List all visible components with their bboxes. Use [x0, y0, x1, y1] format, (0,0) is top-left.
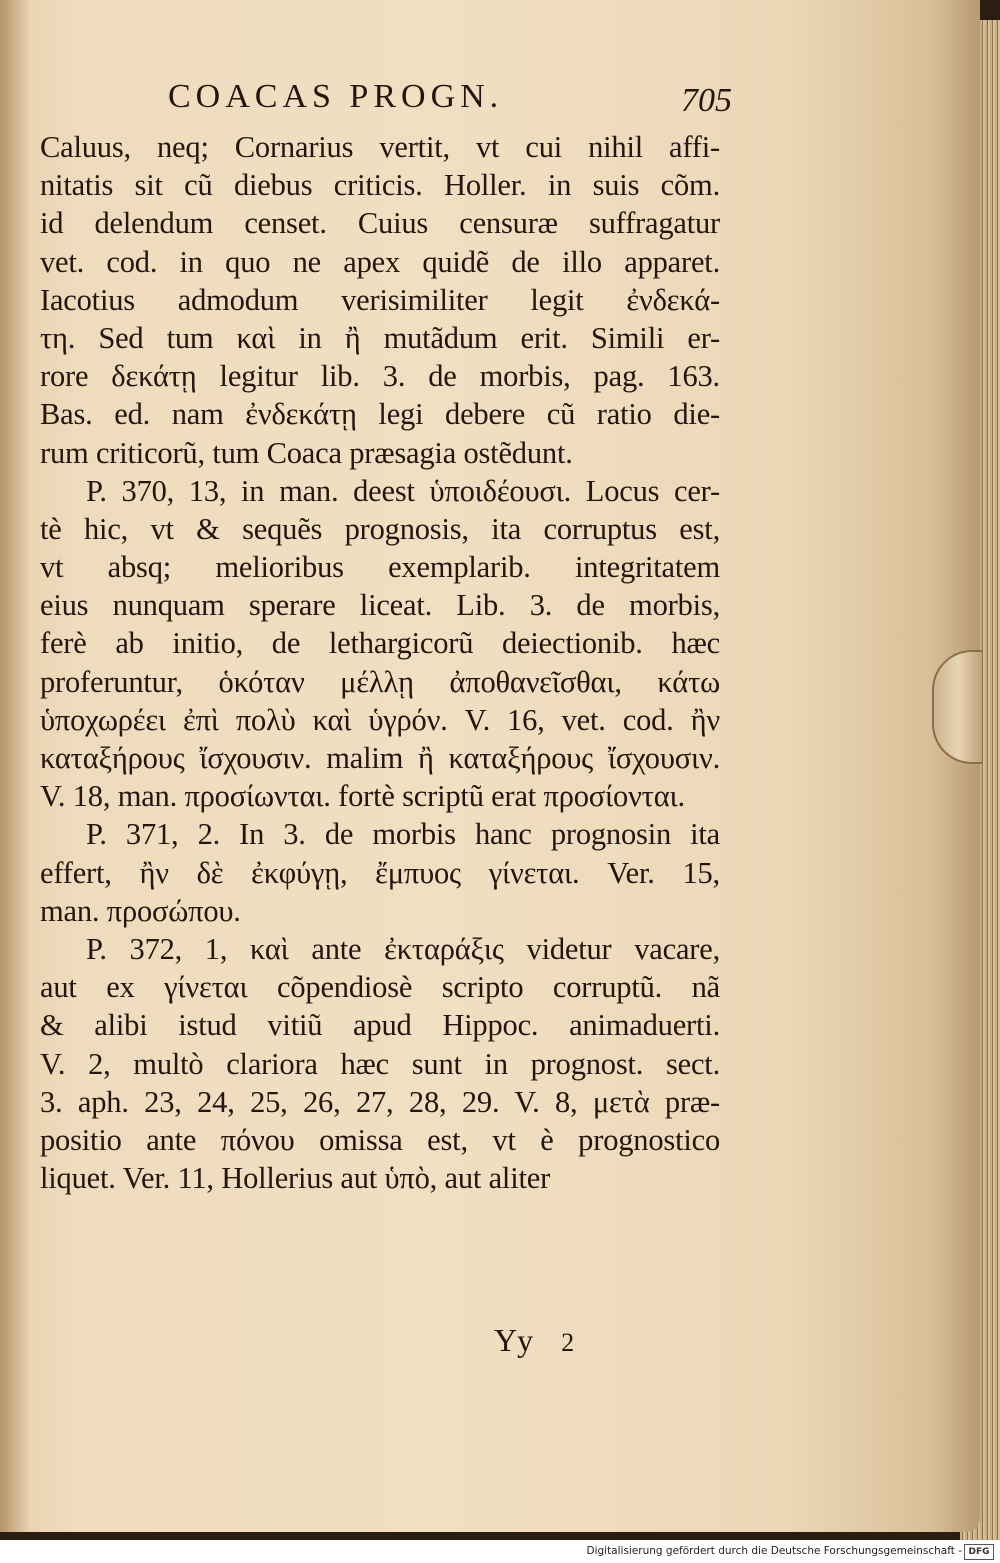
text-line: positio ante πόνου omissa est, vt è prognostico [40, 1122, 720, 1157]
text-line: V. 2, multò clariora hæc sunt in prognost. sect. [40, 1046, 720, 1081]
text-line: 3. aph. 23, 24, 25, 26, 27, 28, 29. V. 8, μετὰ præ- [40, 1084, 720, 1119]
text-line: rore δεκάτῃ legitur lib. 3. de morbis, pag. 163. [40, 359, 720, 394]
text-line: ὑποχωρέει ἐπὶ πολὺ καὶ ὑγρόν. V. 16, vet. cod. ἢν [40, 702, 720, 737]
text-line: Iacotius admodum verisimiliter legit ἐνδεκά- [40, 282, 720, 317]
text-line: liquet. Ver. 11, Hollerius aut ὑπὸ, aut aliter [40, 1161, 551, 1196]
text-line: ferè ab initio, de lethargicorũ deiectionib. hæc [40, 626, 720, 661]
text-line: Caluus, neq; Cornarius vertit, vt cui nihil affi- [40, 130, 720, 164]
text-line: P. 371, 2. In 3. de morbis hanc prognosin ita [86, 817, 720, 852]
page-header [40, 72, 732, 128]
text-line: Bas. ed. nam ἐνδεκάτῃ legi debere cũ ratio die- [40, 397, 720, 432]
digitization-footer [0, 1540, 1000, 1563]
text-line: effert, ἢν δὲ ἐκφύγῃ, ἔμπυος γίνεται. Ver. 15, [40, 855, 720, 890]
text-line: rum criticorũ, tum Coaca præsagia ostẽdunt. [40, 435, 573, 470]
text-line: proferuntur, ὁκόταν μέλλῃ ἀποθανεῖσθαι, κάτω [40, 664, 720, 699]
book-clip [932, 650, 982, 764]
gutter-shadow [0, 0, 30, 1532]
text-line: V. 18, man. προσίωνται. fortè scriptũ erat προσίονται. [40, 779, 685, 814]
text-line: nitatis sit cũ diebus criticis. Holler. in suis cõm. [40, 168, 720, 203]
text-line: P. 370, 13, in man. deest ὑποιδέουσι. Locus cer- [86, 473, 720, 508]
text-line: eius nunquam sperare liceat. Lib. 3. de morbis, [40, 588, 720, 623]
text-line: vet. cod. in quo ne apex quidẽ de illo apparet. [40, 244, 720, 279]
text-line: τη. Sed tum καὶ in ἢ mutãdum erit. Simili er- [40, 320, 720, 355]
text-line: man. προσώπου. [40, 893, 241, 928]
signature-mark [494, 1322, 574, 1359]
text-line: καταξήρους ἴσχουσιν. malim ἢ καταξήρους ἴσχουσιν. [40, 741, 720, 775]
text-line: & alibi istud vitiũ apud Hippoc. animaduerti. [40, 1008, 720, 1043]
text-line: aut ex γίνεται cõpendiosè scripto corruptũ. nã [40, 970, 720, 1005]
signature-letters: Yy [494, 1322, 534, 1358]
text-line: vt absq; melioribus exemplarib. integritatem [40, 550, 720, 585]
text-line: tè hic, vt & sequẽs prognosis, ita corruptus est, [40, 511, 720, 546]
signature-number: 2 [561, 1328, 575, 1357]
digitization-notice: Digitalisierung gefördert durch die Deutsche Forschungsgemeinschaft - [586, 1545, 962, 1557]
page-number: 705 [681, 82, 732, 119]
dfg-logo-icon: DFG [964, 1544, 994, 1560]
text-line: id delendum censet. Cuius censuræ suffragatur [40, 206, 720, 241]
running-head: COACAS PROGN. [168, 78, 504, 115]
text-block [40, 72, 732, 1197]
text-line: P. 372, 1, καὶ ante ἐκταράξις videtur vacare, [86, 931, 720, 966]
